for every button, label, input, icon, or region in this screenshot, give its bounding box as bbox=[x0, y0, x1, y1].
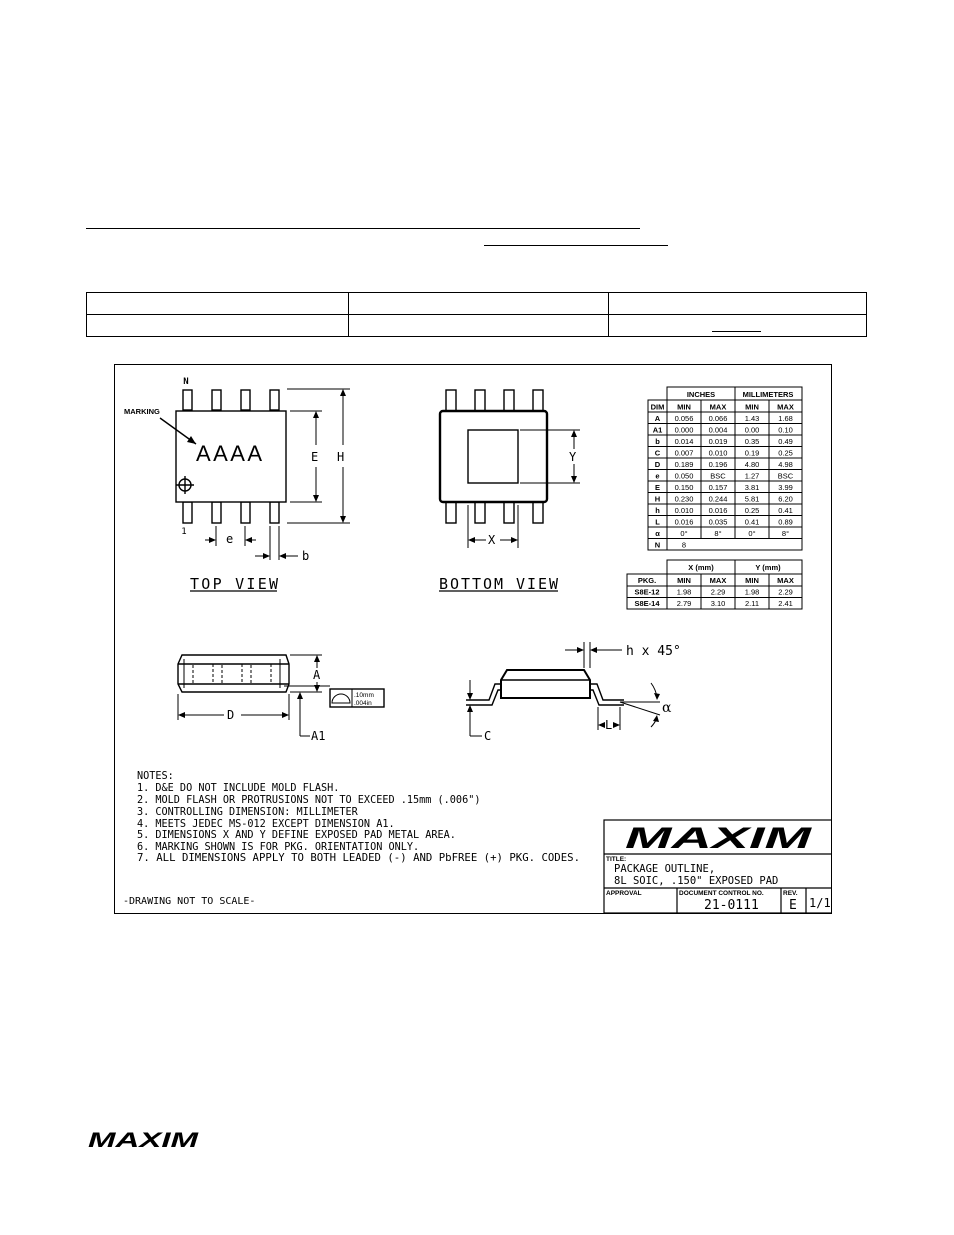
table-header-cell: DIM bbox=[650, 402, 665, 412]
note-2: 2. MOLD FLASH OR PROTRUSIONS NOT TO EXCEED .15mm (.006") bbox=[137, 795, 481, 806]
table-cell: 0.056 bbox=[674, 414, 694, 423]
table-cell: 0.41 bbox=[778, 506, 793, 515]
dim-C-label: C bbox=[484, 729, 492, 743]
table-cell: 0.00 bbox=[744, 425, 760, 435]
table-cell: E bbox=[654, 483, 661, 492]
table-header-cell: MIN bbox=[745, 576, 759, 585]
table-cell: 1.98 bbox=[744, 587, 760, 597]
table-cell: 8° bbox=[781, 529, 790, 538]
table-cell: 4.98 bbox=[778, 460, 793, 469]
table-cell: 2.29 bbox=[778, 587, 793, 597]
notes-heading: NOTES: bbox=[137, 771, 174, 782]
marking-text: AAAA bbox=[196, 441, 262, 466]
table-cell: 0.000 bbox=[674, 425, 694, 435]
table-cell: 3.99 bbox=[778, 483, 793, 492]
table-cell: 1.68 bbox=[778, 414, 793, 423]
table-header-cell: PKG. bbox=[637, 576, 657, 585]
chamfer-label: h x 45° bbox=[626, 644, 681, 659]
dim-alpha-label: α bbox=[662, 700, 672, 716]
note-7: 7. ALL DIMENSIONS APPLY TO BOTH LEADED (-) AND PbFREE (+) PKG. CODES. bbox=[137, 853, 580, 864]
table-cell: 0.25 bbox=[778, 448, 793, 458]
notes bbox=[137, 771, 580, 864]
top-view bbox=[160, 389, 350, 591]
sheet-number: 1/1 bbox=[809, 896, 831, 910]
marking-label: MARKING bbox=[124, 407, 160, 416]
table-cell: 0.49 bbox=[778, 437, 793, 446]
title-line-1: PACKAGE OUTLINE, bbox=[614, 863, 716, 875]
table-header-cell: MIN bbox=[677, 576, 691, 585]
table-cell: 1.27 bbox=[744, 471, 760, 481]
table-cell: 0.019 bbox=[708, 437, 728, 446]
table-cell: 3.10 bbox=[710, 599, 726, 608]
table-cell: 6.20 bbox=[778, 494, 793, 504]
maxim-logo-footer bbox=[86, 1129, 206, 1151]
table-cell: 0° bbox=[748, 529, 756, 538]
note-5: 5. DIMENSIONS X AND Y DEFINE EXPOSED PAD METAL AREA. bbox=[137, 830, 456, 841]
table-cell: 0.010 bbox=[708, 448, 728, 458]
table-cell: A bbox=[654, 414, 661, 423]
table-header-cell: MAX bbox=[777, 402, 794, 412]
table-cell: 2.11 bbox=[744, 599, 760, 608]
bottom-view bbox=[439, 390, 580, 591]
table-cell: S8E-12 bbox=[634, 587, 660, 597]
table-cell: 0.066 bbox=[708, 414, 728, 423]
table-cell: H bbox=[654, 494, 661, 504]
table-cell: 0.244 bbox=[708, 494, 728, 504]
table-cell: 0.10 bbox=[778, 425, 793, 435]
table-cell: 0° bbox=[680, 529, 688, 538]
bottom-view-label: BOTTOM VIEW bbox=[439, 575, 558, 593]
pad-table-group-x: X (mm) bbox=[688, 563, 714, 572]
table-cell: 0.010 bbox=[674, 506, 694, 515]
table-cell: 0.89 bbox=[778, 517, 793, 527]
table-cell: 2.79 bbox=[676, 599, 692, 608]
pin-1-label: 1 bbox=[181, 527, 187, 537]
table-cell: BSC bbox=[710, 471, 726, 481]
table-cell: D bbox=[654, 460, 661, 469]
note-6: 6. MARKING SHOWN IS FOR PKG. ORIENTATION ONLY. bbox=[137, 842, 420, 853]
dim-H-label: H bbox=[337, 450, 345, 464]
dim-A1-label: A1 bbox=[311, 729, 326, 743]
table-cell: BSC bbox=[777, 471, 794, 481]
dim-Y-label: Y bbox=[569, 450, 577, 464]
table-cell: b bbox=[655, 437, 660, 446]
table-cell: 0.157 bbox=[708, 483, 728, 492]
rev-value: E bbox=[789, 898, 797, 913]
table-cell: 0.189 bbox=[674, 460, 694, 469]
doc-number: 21-0111 bbox=[704, 898, 759, 913]
note-1: 1. D&E DO NOT INCLUDE MOLD FLASH. bbox=[137, 783, 340, 794]
scale-note: -DRAWING NOT TO SCALE- bbox=[123, 896, 256, 907]
table-cell: 2.41 bbox=[778, 599, 793, 608]
top-view-label: TOP VIEW bbox=[190, 575, 278, 593]
doc-control-label: DOCUMENT CONTROL NO. bbox=[679, 890, 764, 897]
table-header-cell: MAX bbox=[709, 402, 727, 412]
table-cell: 4.80 bbox=[744, 460, 760, 469]
tolerance-in: .004in bbox=[354, 700, 372, 707]
table-cell: 0.050 bbox=[674, 471, 694, 481]
table-link-underline[interactable] bbox=[712, 331, 761, 332]
table-cell: 5.81 bbox=[744, 494, 760, 504]
table-cell: e bbox=[655, 471, 660, 481]
table-cell: 1.43 bbox=[744, 414, 760, 423]
table-cell: N bbox=[654, 540, 661, 550]
table-cell: 0.25 bbox=[744, 506, 760, 515]
table-cell: 0.035 bbox=[708, 517, 728, 527]
table-cell: 0.150 bbox=[674, 483, 694, 492]
table-cell: 0.196 bbox=[708, 460, 728, 469]
table-cell: 0.016 bbox=[674, 517, 694, 527]
table-header-cell: MAX bbox=[709, 576, 727, 585]
table-cell: A1 bbox=[652, 425, 663, 435]
table-cell: 0.007 bbox=[674, 448, 694, 458]
table-header-cell: MIN bbox=[677, 402, 691, 412]
table-cell: α bbox=[655, 529, 660, 538]
table-cell: 3.81 bbox=[744, 483, 760, 492]
dim-table-group-inches: INCHES bbox=[686, 390, 716, 399]
table-cell: S8E-14 bbox=[634, 599, 660, 608]
dim-b-label: b bbox=[302, 549, 310, 563]
dim-A-label: A bbox=[313, 668, 321, 682]
table-cell: 0.35 bbox=[744, 437, 760, 446]
dim-X-label: X bbox=[488, 533, 496, 547]
table-cell: 8° bbox=[714, 529, 722, 538]
header-rule bbox=[86, 228, 640, 229]
table-cell: C bbox=[654, 448, 661, 458]
table-cell: 0.41 bbox=[744, 517, 760, 527]
table-cell: 1.98 bbox=[676, 587, 692, 597]
tolerance-mm: .10mm bbox=[354, 692, 374, 699]
table-header-cell: MIN bbox=[745, 402, 759, 412]
title-line-2: 8L SOIC, .150" EXPOSED PAD bbox=[614, 875, 779, 887]
table-cell: 0.004 bbox=[708, 425, 728, 435]
note-3: 3. CONTROLLING DIMENSION: MILLIMETER bbox=[137, 807, 358, 818]
dim-E-label: E bbox=[311, 450, 319, 464]
rev-label: REV. bbox=[783, 890, 798, 897]
table-cell: 8 bbox=[681, 540, 687, 550]
table-cell: 0.230 bbox=[674, 494, 694, 504]
table-cell: L bbox=[655, 517, 660, 527]
title-label: TITLE: bbox=[606, 856, 627, 863]
note-4: 4. MEETS JEDEC MS-012 EXCEPT DIMENSION A1. bbox=[137, 819, 395, 830]
table-cell: h bbox=[655, 506, 660, 515]
dim-table-group-mm: MILLIMETERS bbox=[742, 390, 794, 399]
table-header-cell: MAX bbox=[777, 576, 794, 585]
table-cell: 0.014 bbox=[674, 437, 694, 446]
dim-D-label: D bbox=[227, 708, 235, 722]
dim-e-label: e bbox=[226, 532, 234, 546]
header-link-underline[interactable] bbox=[484, 245, 668, 246]
maxim-logo-titleblock: MAXIM bbox=[625, 822, 813, 855]
table-cell: 0.19 bbox=[744, 448, 760, 458]
pad-table-group-y: Y (mm) bbox=[755, 563, 781, 572]
pin-n-label: N bbox=[183, 377, 189, 387]
package-outline-drawing bbox=[114, 364, 832, 914]
table-cell: 0.016 bbox=[708, 506, 728, 515]
maxim-logo-footer-text: MAXIM bbox=[88, 1129, 199, 1151]
approval-label: APPROVAL bbox=[606, 890, 642, 897]
dim-L-label: L bbox=[605, 718, 613, 732]
table-cell: 2.29 bbox=[710, 587, 726, 597]
